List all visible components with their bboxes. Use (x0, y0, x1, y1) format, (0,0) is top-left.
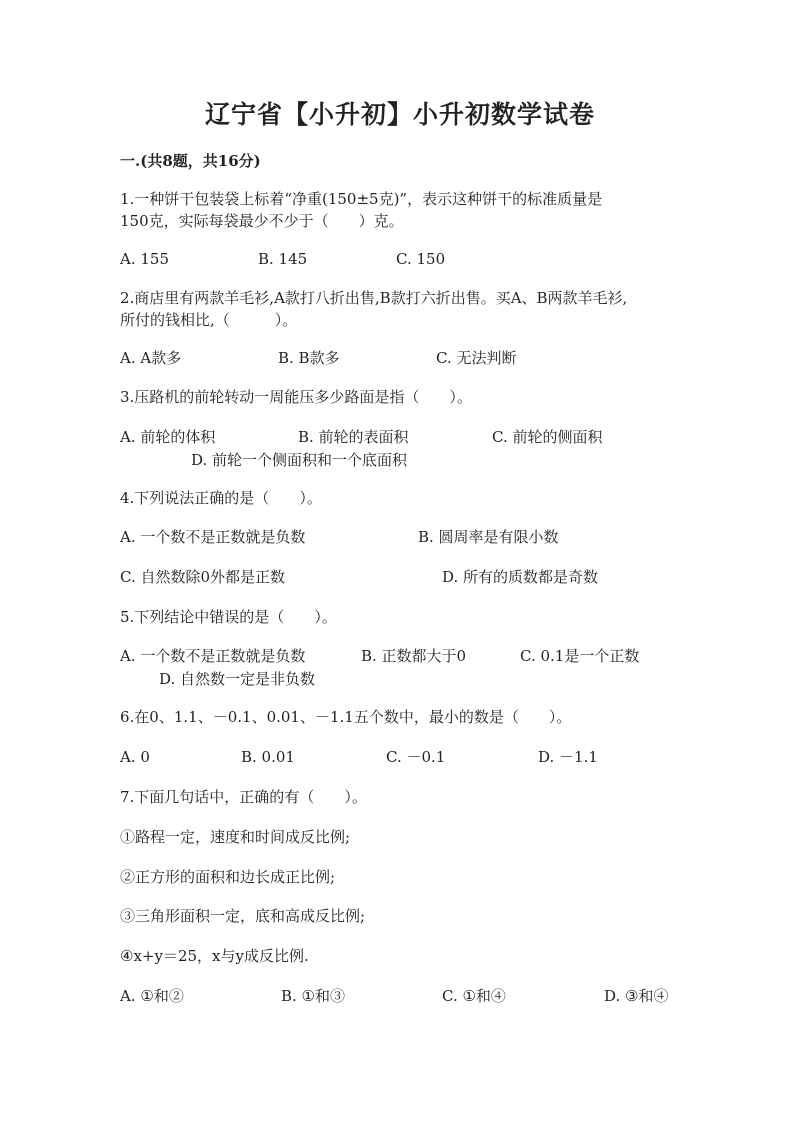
question-2-option-c[interactable]: C. 无法判断 (436, 349, 517, 367)
question-5-option-a[interactable]: A. 一个数不是正数就是负数 (120, 647, 306, 665)
question-6-option-a[interactable]: A. 0 (120, 748, 150, 766)
question-2-option-b[interactable]: B. B款多 (278, 349, 340, 367)
question-1-line-2: 150克，实际每袋最少不少于（ ）克。 (120, 212, 404, 230)
question-1-option-a[interactable]: A. 155 (120, 250, 169, 268)
page-title: 辽宁省【小升初】小升初数学试卷 (204, 100, 595, 129)
question-5-option-d[interactable]: D. 自然数一定是非负数 (159, 670, 316, 688)
question-7-option-d[interactable]: D. ③和④ (604, 987, 669, 1005)
question-6-option-b[interactable]: B. 0.01 (241, 748, 295, 766)
question-7-statement-4: ④x+y＝25，x与y成反比例. (120, 947, 309, 965)
question-6-line-1: 6.在0、1.1、－0.1、0.01、－1.1五个数中，最小的数是（ ）。 (120, 708, 572, 726)
question-7-statement-3: ③三角形面积一定，底和高成反比例; (120, 907, 366, 925)
question-3-option-b[interactable]: B. 前轮的表面积 (298, 428, 409, 446)
question-2-line-2: 所付的钱相比,（ ）。 (120, 311, 298, 329)
question-3-option-d[interactable]: D. 前轮一个侧面积和一个底面积 (191, 451, 408, 469)
question-7-statement-2: ②正方形的面积和边长成正比例; (120, 868, 336, 886)
question-5-option-b[interactable]: B. 正数都大于0 (361, 647, 467, 665)
question-2-line-1: 2.商店里有两款羊毛衫,A款打八折出售,B款打六折出售。买A、B两款羊毛衫, (120, 289, 628, 307)
question-4-option-c[interactable]: C. 自然数除0外都是正数 (120, 568, 286, 586)
question-7-option-a[interactable]: A. ①和② (120, 987, 184, 1005)
question-3-line-1: 3.压路机的前轮转动一周能压多少路面是指（ ）。 (120, 388, 472, 406)
question-7-statement-1: ①路程一定，速度和时间成反比例; (120, 828, 351, 846)
question-1-line-1: 1.一种饼干包装袋上标着“净重(150±5克)”，表示这种饼干的标准质量是 (120, 190, 603, 208)
section-heading: 一.(共8题，共16分) (120, 152, 261, 170)
question-7-line-1: 7.下面几句话中，正确的有（ ）。 (120, 788, 367, 806)
question-7-option-c[interactable]: C. ①和④ (442, 987, 506, 1005)
question-5-option-c[interactable]: C. 0.1是一个正数 (520, 647, 640, 665)
question-7-option-b[interactable]: B. ①和③ (281, 987, 346, 1005)
question-4-line-1: 4.下列说法正确的是（ ）。 (120, 489, 322, 507)
question-5-line-1: 5.下列结论中错误的是（ ）。 (120, 608, 337, 626)
question-4-option-b[interactable]: B. 圆周率是有限小数 (418, 528, 559, 546)
question-6-option-c[interactable]: C. －0.1 (386, 748, 446, 766)
question-4-option-d[interactable]: D. 所有的质数都是奇数 (442, 568, 599, 586)
question-4-option-a[interactable]: A. 一个数不是正数就是负数 (120, 528, 306, 546)
question-1-option-b[interactable]: B. 145 (258, 250, 308, 268)
question-1-option-c[interactable]: C. 150 (396, 250, 446, 268)
question-3-option-c[interactable]: C. 前轮的侧面积 (492, 428, 603, 446)
question-6-option-d[interactable]: D. －1.1 (538, 748, 598, 766)
question-2-option-a[interactable]: A. A款多 (120, 349, 182, 367)
question-3-option-a[interactable]: A. 前轮的体积 (120, 428, 216, 446)
